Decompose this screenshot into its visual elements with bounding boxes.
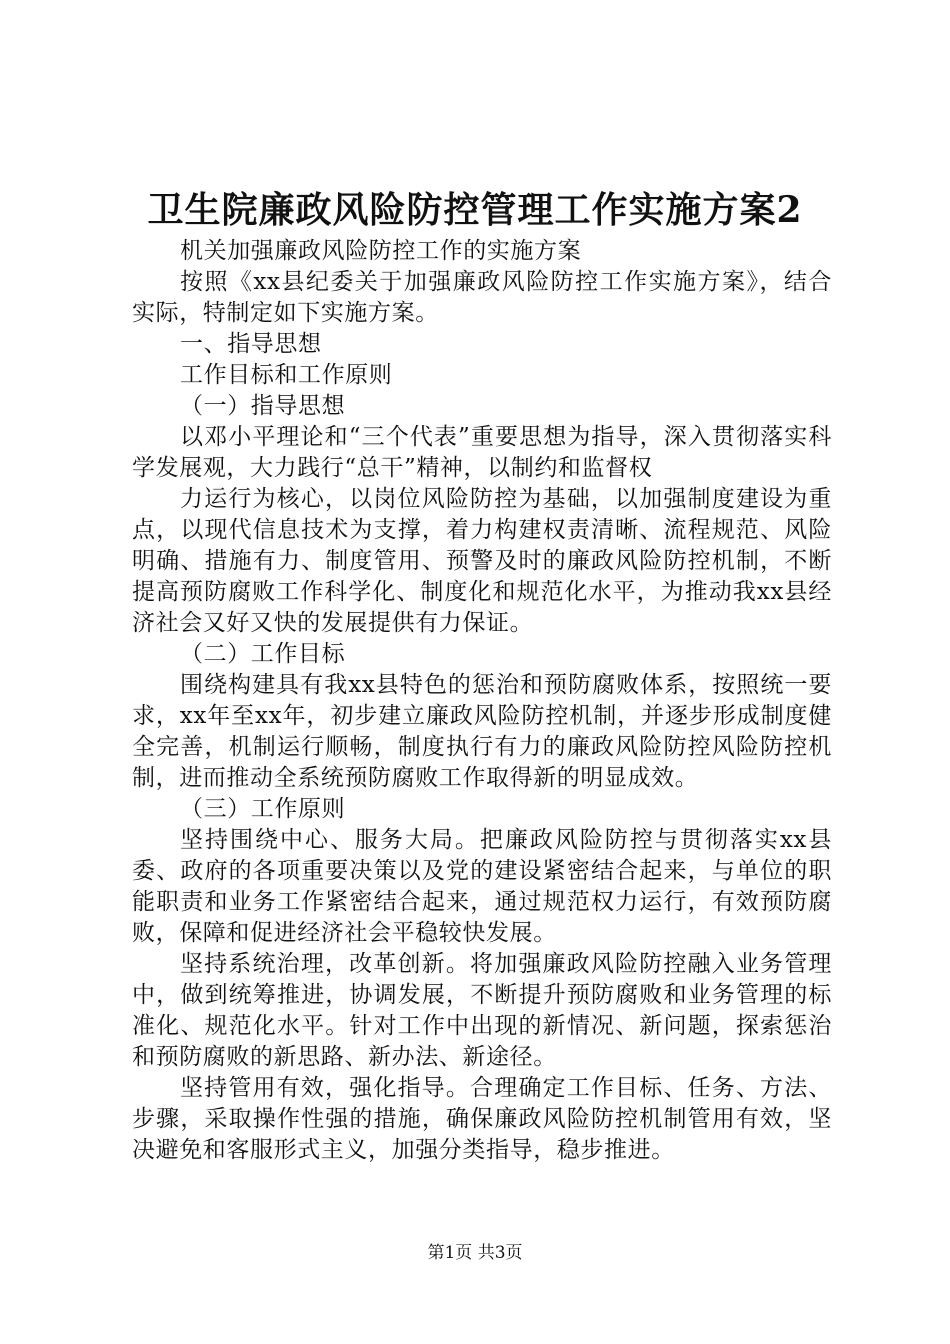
- page-footer: 第1页 共3页: [427, 1243, 523, 1263]
- paragraph-intro: 按照《xx县纪委关于加强廉政风险防控工作实施方案》，结合实际，特制定如下实施方案。: [132, 269, 832, 326]
- paragraph-guiding-ideology-2: 力运行为核心，以岗位风险防控为基础，以加强制度建设为重点，以现代信息技术为支撑，着力构建权责清晰、流程规范、风险明确、措施有力、制度管用、预警及时的廉政风险防控机制，不断提高预防腐败工作科学化、制度化和规范化水平，为推动我xx县经济社会又好又快的发展提供有力保证。: [132, 486, 832, 636]
- subsection-heading-2: （二）工作目标: [180, 641, 346, 667]
- subsection-heading-3: （三）工作原则: [180, 796, 346, 822]
- section-heading-guiding-ideology: 一、指导思想: [180, 331, 322, 357]
- section-heading-goals-principles: 工作目标和工作原则: [180, 362, 393, 388]
- document-title: 卫生院廉政风险防控管理工作实施方案2: [147, 189, 803, 231]
- paragraph-subtitle: 机关加强廉政风险防控工作的实施方案: [180, 238, 582, 264]
- paragraph-principle-1: 坚持围绕中心、服务大局。把廉政风险防控与贯彻落实xx县委、政府的各项重要决策以及党的建设紧密结合起来，与单位的职能职责和业务工作紧密结合起来，通过规范权力运行，有效预防腐败，保障和促进经济社会平稳较快发展。: [132, 827, 832, 946]
- paragraph-work-goals: 围绕构建具有我xx县特色的惩治和预防腐败体系，按照统一要求，xx年至xx年，初步建立廉政风险防控机制，并逐步形成制度健全完善，机制运行顺畅，制度执行有力的廉政风险防控风险防控机制，进而推动全系统预防腐败工作取得新的明显成效。: [132, 672, 832, 791]
- document-body: [132, 236, 832, 1166]
- paragraph-guiding-ideology-1: 以邓小平理论和“三个代表”重要思想为指导，深入贯彻落实科学发展观，大力践行“总干”精神，以制约和监督权: [132, 424, 832, 481]
- paragraph-principle-2: 坚持系统治理，改革创新。将加强廉政风险防控融入业务管理中，做到统筹推进，协调发展，不断提升预防腐败和业务管理的标准化、规范化水平。针对工作中出现的新情况、新问题，探索惩治和预防腐败的新思路、新办法、新途径。: [132, 951, 832, 1070]
- paragraph-principle-3: 坚持管用有效，强化指导。合理确定工作目标、任务、方法、步骤，采取操作性强的措施，确保廉政风险防控机制管用有效，坚决避免和客服形式主义，加强分类指导，稳步推进。: [132, 1075, 832, 1163]
- subsection-heading-1: （一）指导思想: [180, 393, 346, 419]
